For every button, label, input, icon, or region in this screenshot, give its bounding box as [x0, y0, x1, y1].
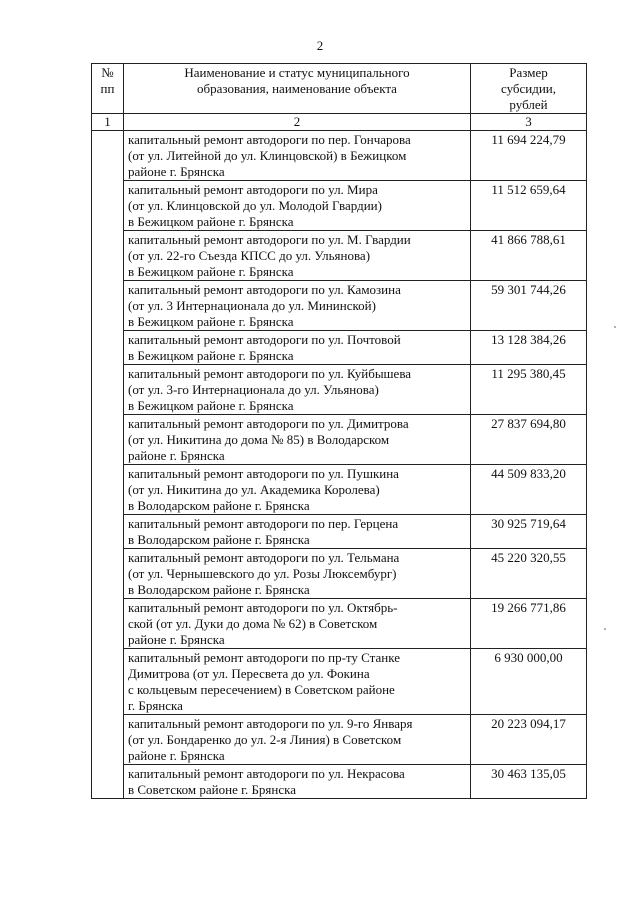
header-number-line: пп — [100, 81, 115, 96]
object-name-cell: капитальный ремонт автодороги по ул. Димитрова (от ул. Никитина до дома № 85) в Володарском районе г. Брянска — [124, 415, 471, 465]
header-name — [124, 64, 471, 114]
table-header-row — [92, 64, 587, 114]
subsidy-amount-cell: 11 694 224,79 — [471, 131, 587, 181]
header-name-line: Наименование и статус муниципального — [184, 65, 410, 80]
table-row — [92, 331, 587, 365]
subsidy-amount-cell: 27 837 694,80 — [471, 415, 587, 465]
column-index: 1 — [92, 114, 124, 131]
table-row — [92, 365, 587, 415]
subsidy-amount-cell: 11 295 380,45 — [471, 365, 587, 415]
header-number — [92, 64, 124, 114]
object-name-cell: капитальный ремонт автодороги по пер. Герцена в Володарском районе г. Брянска — [124, 515, 471, 549]
scan-speck — [604, 628, 606, 630]
table-row — [92, 131, 587, 181]
object-name-cell: капитальный ремонт автодороги по пр-ту Станке Димитрова (от ул. Пересвета до ул. Фокина с кольцевым пересечением) в Советском районе г. Брянска — [124, 649, 471, 715]
subsidy-amount-cell: 44 509 833,20 — [471, 465, 587, 515]
table-row — [92, 715, 587, 765]
table-row — [92, 281, 587, 331]
row-number-cell — [92, 131, 124, 799]
table-row — [92, 649, 587, 715]
object-name-cell: капитальный ремонт автодороги по ул. 9-го Января (от ул. Бондаренко до ул. 2-я Линия) в Советском районе г. Брянска — [124, 715, 471, 765]
page-number: 2 — [316, 38, 324, 53]
object-name-cell: капитальный ремонт автодороги по ул. Октябрь- ской (от ул. Дуки до дома № 62) в Советском районе г. Брянска — [124, 599, 471, 649]
header-amount-line: Размер — [509, 65, 548, 80]
subsidy-amount-cell: 11 512 659,64 — [471, 181, 587, 231]
column-index-row — [92, 114, 587, 131]
table-row — [92, 549, 587, 599]
subsidy-amount-cell: 13 128 384,26 — [471, 331, 587, 365]
header-amount — [471, 64, 587, 114]
table-row — [92, 231, 587, 281]
table-body — [92, 131, 587, 799]
object-name-cell: капитальный ремонт автодороги по пер. Гончарова (от ул. Литейной до ул. Клинцовской) в Бежицком районе г. Брянска — [124, 131, 471, 181]
table-row — [92, 515, 587, 549]
table-row — [92, 181, 587, 231]
object-name-cell: капитальный ремонт автодороги по ул. М. Гвардии (от ул. 22-го Съезда КПСС до ул. Ульянова) в Бежицком районе г. Брянска — [124, 231, 471, 281]
header-number-line: № — [101, 65, 114, 80]
subsidy-amount-cell: 59 301 744,26 — [471, 281, 587, 331]
object-name-cell: капитальный ремонт автодороги по ул. Камозина (от ул. 3 Интернационала до ул. Мининской) в Бежицком районе г. Брянска — [124, 281, 471, 331]
column-index: 3 — [471, 114, 587, 131]
subsidy-amount-cell: 19 266 771,86 — [471, 599, 587, 649]
table-row — [92, 415, 587, 465]
table-row — [92, 765, 587, 799]
table-row — [92, 465, 587, 515]
subsidy-amount-cell: 41 866 788,61 — [471, 231, 587, 281]
column-index: 2 — [124, 114, 471, 131]
subsidy-amount-cell: 20 223 094,17 — [471, 715, 587, 765]
subsidy-table — [91, 63, 587, 799]
subsidy-amount-cell: 45 220 320,55 — [471, 549, 587, 599]
header-name-line: образования, наименование объекта — [197, 81, 397, 96]
header-amount-line: субсидии, — [500, 81, 557, 96]
object-name-cell: капитальный ремонт автодороги по ул. Пушкина (от ул. Никитина до ул. Академика Королева) в Володарском районе г. Брянска — [124, 465, 471, 515]
header-amount-line: рублей — [509, 97, 548, 112]
subsidy-amount-cell: 30 925 719,64 — [471, 515, 587, 549]
object-name-cell: капитальный ремонт автодороги по ул. Куйбышева (от ул. 3-го Интернационала до ул. Ульянова) в Бежицком районе г. Брянска — [124, 365, 471, 415]
subsidy-amount-cell: 6 930 000,00 — [471, 649, 587, 715]
subsidy-amount-cell: 30 463 135,05 — [471, 765, 587, 799]
scan-speck — [614, 326, 616, 328]
object-name-cell: капитальный ремонт автодороги по ул. Почтовой в Бежицком районе г. Брянска — [124, 331, 471, 365]
table-row — [92, 599, 587, 649]
object-name-cell: капитальный ремонт автодороги по ул. Некрасова в Советском районе г. Брянска — [124, 765, 471, 799]
object-name-cell: капитальный ремонт автодороги по ул. Мира (от ул. Клинцовской до ул. Молодой Гвардии) в Бежицком районе г. Брянска — [124, 181, 471, 231]
object-name-cell: капитальный ремонт автодороги по ул. Тельмана (от ул. Чернышевского до ул. Розы Люксембург) в Володарском районе г. Брянска — [124, 549, 471, 599]
